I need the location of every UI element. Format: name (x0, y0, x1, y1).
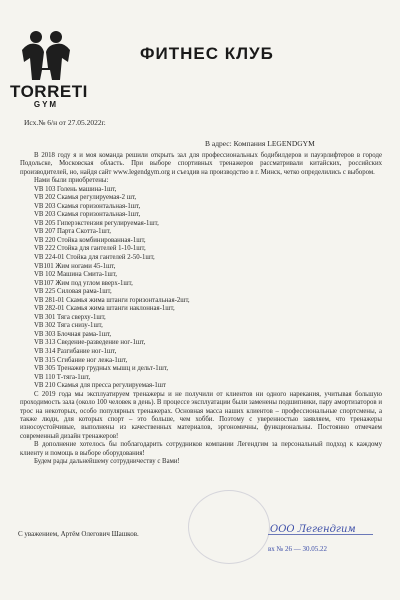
list-item: VB 282-01 Скамья жима штанги наклонная-1шт, (34, 305, 175, 313)
list-item: VB 305 Тренажер грудных мышц и дельт-1шт, (34, 365, 169, 373)
athletes-silhouette-icon (16, 28, 76, 84)
list-item: VB 220 Стойка комбинированная-1шт, (34, 236, 146, 244)
list-item: VB 202 Скамья регулируемая-2 шт, (34, 194, 137, 202)
list-item: VB101 Жим ногами 45-1шт, (34, 262, 116, 270)
list-item: VB 207 Парта Скотта-1шт, (34, 228, 111, 236)
torreti-logo (10, 28, 88, 109)
list-item: VB 225 Силовая рама-1шт, (34, 288, 112, 296)
list-item: VB 103 Голень машина-1шт, (34, 185, 117, 193)
list-heading: Нами были приобретены: (34, 177, 109, 185)
intro-paragraph: В 2018 году я и моя команда решили открыть зал для профессиональных бодибилдеров и пауэрлифтеров в городе Подольске, Московская область. При выборе спортивных тренажеров рассматривали китайских, российских производителей, но, найдя сайт www.legendgym.org и съездив на производство в г. Минск, четко определились с выбором. (20, 152, 382, 176)
list-item: VB 224-01 Стойка для гантелей 2-50-1шт, (34, 254, 155, 261)
experience-paragraph: С 2019 года мы эксплуатируем тренажеры и не получили от клиентов ни одного нарекания, учитывая большую проходимость зала (около 100 человек в день). В процессе эксплуатации были заменены подшипники, пару амортизаторов и трос на некоторых, особо популярных тренажерах. Основная масса наших клиентов – профессиональные спортсмены, а также люди, для которых спорт – это больше, чем хобби. Поэтому с уверенностью заявляем, что тренажеры износоустойчивые, выполнены из качественных материалов, эргономичны, функциональны. Постоянно отмечаем современный дизайн тренажеров! (20, 390, 382, 440)
outgoing-reference: Исх.№ 6/н от 27.05.2022г. (24, 118, 106, 127)
letter-body (20, 152, 382, 466)
list-item: VB 203 Скамья горизонтальная-1шт, (34, 211, 141, 219)
list-item: VB 303 Блочная рама-1шт, (34, 330, 112, 338)
cooperation-paragraph: Будем рады дальнейшему сотрудничеству с Вами! (34, 458, 180, 465)
list-item: VB 313 Сведение-разведение ног-1шт, (34, 339, 146, 347)
page-title: ФИТНЕС КЛУБ (140, 44, 274, 63)
stamp-underline (268, 534, 373, 535)
list-item: VB 315 Сгибание ног лежа-1шт, (34, 356, 128, 364)
signature-line: С уважением, Артём Олегович Шашков. (18, 530, 139, 538)
list-item: VB107 Жим под углом вверх-1шт, (34, 279, 133, 287)
faint-seal (188, 490, 270, 564)
list-item: VB 302 Тяга снизу-1шт, (34, 322, 103, 330)
received-stamp-date: вх № 26 — 30.05.22 (268, 545, 327, 553)
thanks-paragraph: В дополнение хотелось бы поблагодарить сотрудников компании Легендгим за персональный подход к каждому клиенту и помощь в выборе оборудования! (20, 441, 382, 457)
list-item: VB 102 Машина Смита-1шт, (34, 271, 117, 279)
logo-subtext: GYM (33, 100, 59, 109)
equipment-list (20, 186, 382, 391)
received-stamp-name: ООО Легендгим (270, 524, 356, 535)
list-item: VB 281-01 Скамья жима штанги горизонтальная-2шт, (34, 296, 190, 304)
list-item: VB 301 Тяга сверху-1шт, (34, 313, 106, 321)
list-item: VB 210 Скамья для пресса регулируемая-1шт (34, 382, 166, 390)
logo-wordmark: TORRETI (10, 82, 88, 101)
recipient-address: В адрес: Компания LEGENDGYM (205, 139, 315, 148)
list-item: VB 205 Гиперэкстензия регулируемая-1шт, (34, 219, 159, 227)
list-item: VB 314 Разгибание ног-1шт, (34, 348, 117, 356)
list-item: VB 110 Т-тяга-1шт, (34, 373, 91, 381)
list-item: VB 222 Стойка для гантелей 1-10-1шт, (34, 245, 146, 253)
list-item: VB 203 Скамья горизонтальная-1шт, (34, 202, 141, 210)
